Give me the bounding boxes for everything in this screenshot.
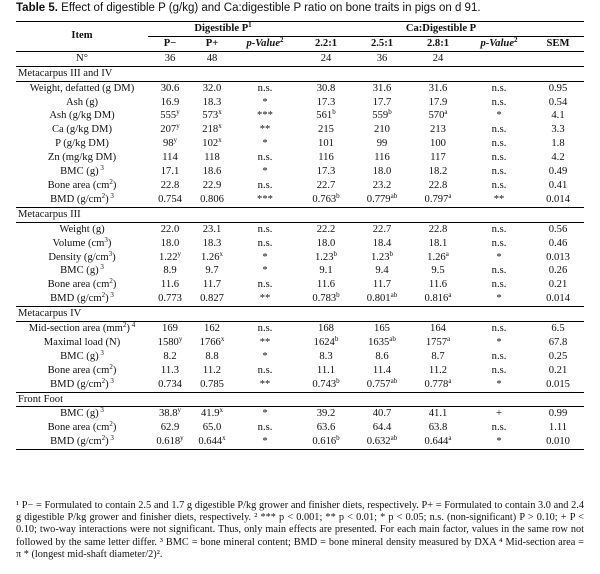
row-label: Mid-section area $(mm^2)$ $^4$ bbox=[28, 321, 136, 335]
table-cell: 0.013 bbox=[546, 251, 570, 263]
table-cell: 22.8 bbox=[428, 223, 448, 235]
table-cell: * bbox=[262, 408, 268, 420]
table-caption bbox=[16, 2, 481, 14]
table-cell: 18.3 bbox=[202, 237, 222, 249]
table-cell: 1757$^a$ bbox=[425, 334, 451, 348]
table-cell: 4.2 bbox=[551, 152, 565, 164]
table-cell: 101 bbox=[318, 138, 334, 150]
section-title: Front Foot bbox=[16, 392, 584, 407]
table-cell: 11.4 bbox=[372, 364, 392, 376]
table-cell: 0.734 bbox=[148, 378, 192, 392]
table-cell: 1580$^y$ bbox=[157, 334, 183, 348]
table-cell: 18.1 bbox=[428, 237, 448, 249]
n-value: 36 bbox=[354, 51, 410, 66]
table-cell: 16.9 bbox=[160, 96, 180, 108]
n-value: 24 bbox=[298, 51, 354, 66]
table-cell: 11.2 bbox=[202, 364, 222, 376]
table-cell: 63.6 bbox=[316, 422, 336, 434]
table-cell: n.s. bbox=[491, 152, 507, 164]
table-cell: 17.1 bbox=[160, 166, 180, 178]
section-row bbox=[16, 66, 584, 81]
table-cell: 11.6 bbox=[160, 279, 180, 291]
table-cell: 18.2 bbox=[428, 166, 448, 178]
table-cell: 4.1 bbox=[551, 110, 565, 122]
row-label: Maximal load (N) bbox=[43, 336, 121, 348]
table-cell: 22.7 bbox=[372, 223, 392, 235]
table-cell: * bbox=[466, 435, 532, 449]
table-row bbox=[16, 278, 584, 292]
table-cell: 0.816$^a$ bbox=[410, 292, 466, 306]
table-cell: 6.5 bbox=[551, 323, 565, 335]
table-cell: 23.1 bbox=[202, 223, 222, 235]
table-cell: 31.6 bbox=[372, 82, 392, 94]
table-cell: 0.015 bbox=[532, 378, 584, 392]
table-cell: n.s. bbox=[491, 265, 507, 277]
table-cell: 30.8 bbox=[316, 82, 336, 94]
table-cell: * bbox=[466, 292, 532, 306]
table-row bbox=[16, 222, 584, 236]
table-cell: 30.6 bbox=[160, 82, 180, 94]
table-cell: 1.26$^a$ bbox=[427, 249, 449, 263]
table-cell: 99 bbox=[376, 138, 388, 150]
table-cell: 207$^y$ bbox=[160, 122, 180, 136]
table-cell: n.s. bbox=[257, 82, 273, 94]
table-label: Table 5. bbox=[16, 2, 58, 14]
table-cell: 0.56 bbox=[548, 223, 568, 235]
table-cell: 0.014 bbox=[532, 292, 584, 306]
table-cell: 17.3 bbox=[316, 96, 336, 108]
table-cell: 0.644$^a$ bbox=[410, 435, 466, 449]
table-cell: 8.3 bbox=[319, 350, 333, 362]
table-cell: 102$^x$ bbox=[202, 136, 222, 150]
table-cell: 0.827 bbox=[192, 292, 232, 306]
table-cell: 3.3 bbox=[551, 124, 565, 136]
table-cell: 67.8 bbox=[548, 336, 568, 348]
table-cell: 0.99 bbox=[548, 408, 568, 420]
table-cell: 0.754 bbox=[148, 193, 192, 207]
column-header-1: P− bbox=[148, 36, 192, 51]
table-cell: 0.21 bbox=[548, 279, 568, 291]
n-value bbox=[232, 51, 298, 66]
section-row bbox=[16, 392, 584, 407]
section-title: Metacarpus III bbox=[16, 207, 584, 222]
table-cell: 0.41 bbox=[548, 179, 568, 191]
table-cell: 22.8 bbox=[160, 179, 180, 191]
table-cell: n.s. bbox=[491, 279, 507, 291]
table-cell: 8.2 bbox=[163, 350, 177, 362]
table-cell: 22.0 bbox=[160, 223, 180, 235]
table-cell: 0.783$^b$ bbox=[298, 292, 354, 306]
table-cell: ** bbox=[466, 193, 532, 207]
row-label: Volume $(cm^3)$ bbox=[52, 235, 112, 249]
n-label: N° bbox=[16, 51, 148, 66]
row-label: Weight, defatted (g DM) bbox=[29, 82, 135, 94]
section-title: Metacarpus IV bbox=[16, 307, 584, 322]
table-cell: 559$^b$ bbox=[372, 108, 392, 122]
row-label: P (g/kg DM) bbox=[55, 138, 109, 150]
digestible-p-header: Digestible $P^1$ bbox=[148, 22, 298, 37]
n-value: 24 bbox=[410, 51, 466, 66]
table-cell: 573$^x$ bbox=[202, 108, 222, 122]
table-cell: 31.6 bbox=[428, 82, 448, 94]
table-cell: n.s. bbox=[257, 422, 273, 434]
table-cell: * bbox=[496, 110, 502, 122]
table-cell: * bbox=[262, 251, 268, 263]
table-cell: 100 bbox=[430, 138, 446, 150]
row-label: Bone area $(cm^2)$ bbox=[47, 362, 117, 376]
table-title: Effect of digestible P (g/kg) and Ca:digestible P ratio on bone traits in pigs on d 91. bbox=[61, 2, 481, 14]
table-cell: 9.4 bbox=[375, 265, 389, 277]
table-cell: 39.2 bbox=[316, 408, 336, 420]
table-cell: 98$^y$ bbox=[162, 136, 178, 150]
table-cell: n.s. bbox=[491, 364, 507, 376]
table-cell: n.s. bbox=[491, 323, 507, 335]
table-cell: 11.3 bbox=[160, 364, 180, 376]
table-cell: n.s. bbox=[491, 138, 507, 150]
table-cell: n.s. bbox=[491, 223, 507, 235]
table-cell: 1766$^x$ bbox=[199, 334, 225, 348]
table-cell: 0.632$^{ab}$ bbox=[354, 435, 410, 449]
column-header-7: p-Value$^2$ bbox=[466, 36, 532, 51]
table-cell: 0.26 bbox=[548, 265, 568, 277]
table-cell: n.s. bbox=[491, 82, 507, 94]
table-cell: n.s. bbox=[257, 237, 273, 249]
table-row bbox=[16, 350, 584, 364]
table-cell: 0.014 bbox=[532, 193, 584, 207]
table-cell: *** bbox=[232, 193, 298, 207]
table-row bbox=[16, 151, 584, 165]
table-cell: n.s. bbox=[491, 166, 507, 178]
table-cell: 165 bbox=[374, 323, 390, 335]
table-cell: 1624$^b$ bbox=[313, 334, 339, 348]
table-cell: 215 bbox=[318, 124, 334, 136]
table-cell: 210 bbox=[374, 124, 390, 136]
table-cell: n.s. bbox=[257, 152, 273, 164]
row-label: BMC (g) $^3$ bbox=[60, 263, 104, 277]
section-row bbox=[16, 207, 584, 222]
table-cell: 0.25 bbox=[548, 350, 568, 362]
row-label: Bone area $(cm^2)$ bbox=[47, 177, 117, 191]
table-cell: n.s. bbox=[257, 179, 273, 191]
table-cell: 570$^a$ bbox=[428, 108, 448, 122]
table-footnote: ¹ P− = Formulated to contain 2.5 and 1.7 g digestible P/kg grower and finisher diets, respectively. P+ = Formulated to contain 3.0 and 2.4 g digestible P/kg grower and finisher diets, respectively. ² *** p < 0.001; ** p < 0.01; * p < 0.05; n.s. (non-significant) P > 0.10; + P < 0.10; two-way interactions were not significant. Thus, only main effects are presented. For each main factor, values in the same row not followed by the same letter differ. ³ BMC = bone mineral content; BMD = bone mineral density measured by DXA ⁴ Mid-section area = π * (longest mid-shaft diameter/2)². bbox=[16, 500, 584, 560]
table-cell: 8.9 bbox=[163, 265, 177, 277]
row-label: Ash (g) bbox=[65, 96, 99, 108]
table-cell: 41.9$^x$ bbox=[200, 406, 224, 420]
table-cell: n.s. bbox=[491, 237, 507, 249]
table-cell: 0.773 bbox=[148, 292, 192, 306]
row-label: BMD $(g/cm^2)$ $^3$ bbox=[16, 378, 148, 392]
table-cell: 0.616$^b$ bbox=[298, 435, 354, 449]
table-cell: 0.54 bbox=[548, 96, 568, 108]
row-label: BMD $(g/cm^2)$ $^3$ bbox=[16, 435, 148, 449]
row-label: BMC (g) $^3$ bbox=[60, 348, 104, 362]
table-cell: 0.21 bbox=[548, 364, 568, 376]
row-label: BMC (g) $^3$ bbox=[60, 164, 104, 178]
table-cell: * bbox=[496, 251, 502, 263]
table-row bbox=[16, 435, 584, 449]
table-cell: ** bbox=[259, 124, 271, 136]
table-cell: 0.806 bbox=[192, 193, 232, 207]
table-cell: 0.644$^x$ bbox=[192, 435, 232, 449]
table-cell: 0.778$^a$ bbox=[410, 378, 466, 392]
table-cell: 9.5 bbox=[431, 265, 445, 277]
table-cell: 64.4 bbox=[372, 422, 392, 434]
table-cell: * bbox=[262, 166, 268, 178]
column-header-5: 2.5:1 bbox=[354, 36, 410, 51]
table-cell: 18.0 bbox=[372, 166, 392, 178]
table-cell: 0.46 bbox=[548, 237, 568, 249]
row-label: Zn (mg/kg DM) bbox=[47, 152, 117, 164]
ca-digestible-p-header: Ca:Digestible P bbox=[298, 22, 584, 37]
row-label: Bone area $(cm^2)$ bbox=[47, 420, 117, 434]
n-value: 36 bbox=[148, 51, 192, 66]
table-cell: 116 bbox=[374, 152, 390, 164]
table-row bbox=[16, 322, 584, 336]
table-cell: 11.6 bbox=[316, 279, 336, 291]
row-label: Ca (g/kg DM) bbox=[51, 124, 113, 136]
table-cell: n.s. bbox=[491, 179, 507, 191]
table-cell: ** bbox=[259, 336, 271, 348]
table-cell: 1.23$^b$ bbox=[314, 249, 338, 263]
bone-traits-table bbox=[16, 21, 584, 450]
table-cell: 38.8$^y$ bbox=[158, 406, 182, 420]
table-row bbox=[16, 264, 584, 278]
table-row bbox=[16, 407, 584, 421]
table-row bbox=[16, 123, 584, 137]
table-cell: *** bbox=[257, 110, 273, 122]
table-row bbox=[16, 193, 584, 207]
table-cell: 162 bbox=[204, 323, 220, 335]
table-cell: 11.7 bbox=[202, 279, 222, 291]
table-cell: 1.11 bbox=[548, 422, 568, 434]
table-cell: 1.23$^b$ bbox=[370, 249, 394, 263]
table-cell: 18.6 bbox=[202, 166, 222, 178]
table-cell: 164 bbox=[430, 323, 446, 335]
table-cell: 11.2 bbox=[428, 364, 448, 376]
table-cell: ** bbox=[232, 292, 298, 306]
table-cell: 1.26$^x$ bbox=[200, 249, 224, 263]
table-cell: 22.7 bbox=[316, 179, 336, 191]
table-cell: 116 bbox=[318, 152, 334, 164]
table-cell: 555$^y$ bbox=[160, 108, 180, 122]
row-label: Ash (g/kg DM) bbox=[49, 110, 115, 122]
table-cell: $1635^{ab}$ bbox=[368, 334, 396, 348]
table-cell: 0.95 bbox=[548, 82, 568, 94]
table-cell: n.s. bbox=[257, 323, 273, 335]
table-cell: 9.7 bbox=[205, 265, 219, 277]
table-cell: 8.6 bbox=[375, 350, 389, 362]
table-row bbox=[16, 336, 584, 350]
table-cell: 22.2 bbox=[316, 223, 336, 235]
table-cell: 18.0 bbox=[160, 237, 180, 249]
table-cell: 40.7 bbox=[372, 408, 392, 420]
table-cell: 17.9 bbox=[428, 96, 448, 108]
table-cell: 9.1 bbox=[319, 265, 333, 277]
table-cell: * bbox=[232, 435, 298, 449]
table-row bbox=[16, 165, 584, 179]
table-cell: n.s. bbox=[491, 124, 507, 136]
table-body bbox=[16, 66, 584, 449]
table-cell: 17.7 bbox=[372, 96, 392, 108]
table-cell: 114 bbox=[162, 152, 178, 164]
table-cell: 18.4 bbox=[372, 237, 392, 249]
table-row bbox=[16, 378, 584, 392]
table-cell: * bbox=[262, 265, 268, 277]
table-cell: n.s. bbox=[257, 223, 273, 235]
table-cell: 1.8 bbox=[551, 138, 565, 150]
table-cell: 561$^b$ bbox=[316, 108, 336, 122]
table-cell: 17.3 bbox=[316, 166, 336, 178]
table-row bbox=[16, 96, 584, 110]
section-title: Metacarpus III and IV bbox=[16, 66, 584, 81]
column-header-2: P+ bbox=[192, 36, 232, 51]
table-cell: 63.8 bbox=[428, 422, 448, 434]
table-row bbox=[16, 81, 584, 95]
table-cell: 0.757$^{ab}$ bbox=[354, 378, 410, 392]
table-cell: 0.49 bbox=[548, 166, 568, 178]
table-row bbox=[16, 421, 584, 435]
table-row bbox=[16, 109, 584, 123]
n-value: 48 bbox=[192, 51, 232, 66]
n-value bbox=[466, 51, 532, 66]
table-cell: 23.2 bbox=[372, 179, 392, 191]
table-cell: + bbox=[496, 408, 502, 420]
table-cell: 8.8 bbox=[205, 350, 219, 362]
table-cell: 8.7 bbox=[431, 350, 445, 362]
table-cell: 168 bbox=[318, 323, 334, 335]
table-cell: 0.618$^y$ bbox=[148, 435, 192, 449]
table-cell: n.s. bbox=[257, 279, 273, 291]
item-header: Item bbox=[16, 22, 148, 52]
row-label: Weight (g) bbox=[59, 223, 105, 235]
column-header-8: SEM bbox=[532, 36, 584, 51]
table-cell: 11.1 bbox=[316, 364, 336, 376]
n-value bbox=[532, 51, 584, 66]
table-cell: 0.797$^a$ bbox=[410, 193, 466, 207]
table-cell: 0.763$^b$ bbox=[298, 193, 354, 207]
table-cell: * bbox=[496, 336, 502, 348]
row-label: BMC (g) $^3$ bbox=[60, 406, 104, 420]
row-label: BMD $(g/cm^2)$ $^3$ bbox=[16, 292, 148, 306]
table-cell: 218$^x$ bbox=[202, 122, 222, 136]
table-cell: 169 bbox=[162, 323, 178, 335]
table-cell: n.s. bbox=[491, 350, 507, 362]
table-cell: 0.801$^{ab}$ bbox=[354, 292, 410, 306]
table-row bbox=[16, 137, 584, 151]
header-row-groups bbox=[16, 22, 584, 37]
table-cell: 11.7 bbox=[372, 279, 392, 291]
table-cell: n.s. bbox=[491, 422, 507, 434]
table-row bbox=[16, 364, 584, 378]
table-cell: * bbox=[262, 96, 268, 108]
table-cell: 0.785 bbox=[192, 378, 232, 392]
table-cell: 0.010 bbox=[532, 435, 584, 449]
column-header-4: 2.2:1 bbox=[298, 36, 354, 51]
table-cell: * bbox=[262, 138, 268, 150]
table-row bbox=[16, 251, 584, 265]
row-label: Bone area $(cm^2)$ bbox=[47, 277, 117, 291]
table-cell: * bbox=[262, 350, 268, 362]
table-row bbox=[16, 292, 584, 306]
table-cell: 32.0 bbox=[202, 82, 222, 94]
row-label: BMD $(g/cm^2)$ $^3$ bbox=[16, 193, 148, 207]
table-cell: n.s. bbox=[491, 96, 507, 108]
section-row bbox=[16, 307, 584, 322]
table-cell: 18.3 bbox=[202, 96, 222, 108]
column-header-3: p-Value$^2$ bbox=[232, 36, 298, 51]
table-cell: 65.0 bbox=[202, 422, 222, 434]
table-cell: 22.8 bbox=[428, 179, 448, 191]
table-cell: 118 bbox=[204, 152, 220, 164]
table-row bbox=[16, 237, 584, 251]
table-cell: 117 bbox=[430, 152, 446, 164]
table-cell: 0.743$^b$ bbox=[298, 378, 354, 392]
table-cell: 11.6 bbox=[428, 279, 448, 291]
table-cell: ** bbox=[232, 378, 298, 392]
table-cell: * bbox=[466, 378, 532, 392]
table-cell: 22.9 bbox=[202, 179, 222, 191]
table-cell: 62.9 bbox=[160, 422, 180, 434]
table-cell: 18.0 bbox=[316, 237, 336, 249]
column-header-6: 2.8:1 bbox=[410, 36, 466, 51]
table-cell: 41.1 bbox=[428, 408, 448, 420]
table-cell: 0.779$^{ab}$ bbox=[354, 193, 410, 207]
table-cell: 213 bbox=[430, 124, 446, 136]
table-cell: 1.22$^y$ bbox=[158, 249, 182, 263]
table-row bbox=[16, 179, 584, 193]
table-cell: n.s. bbox=[257, 364, 273, 376]
n-row bbox=[16, 51, 584, 66]
row-label: Density $(g/cm^3)$ bbox=[48, 249, 116, 263]
